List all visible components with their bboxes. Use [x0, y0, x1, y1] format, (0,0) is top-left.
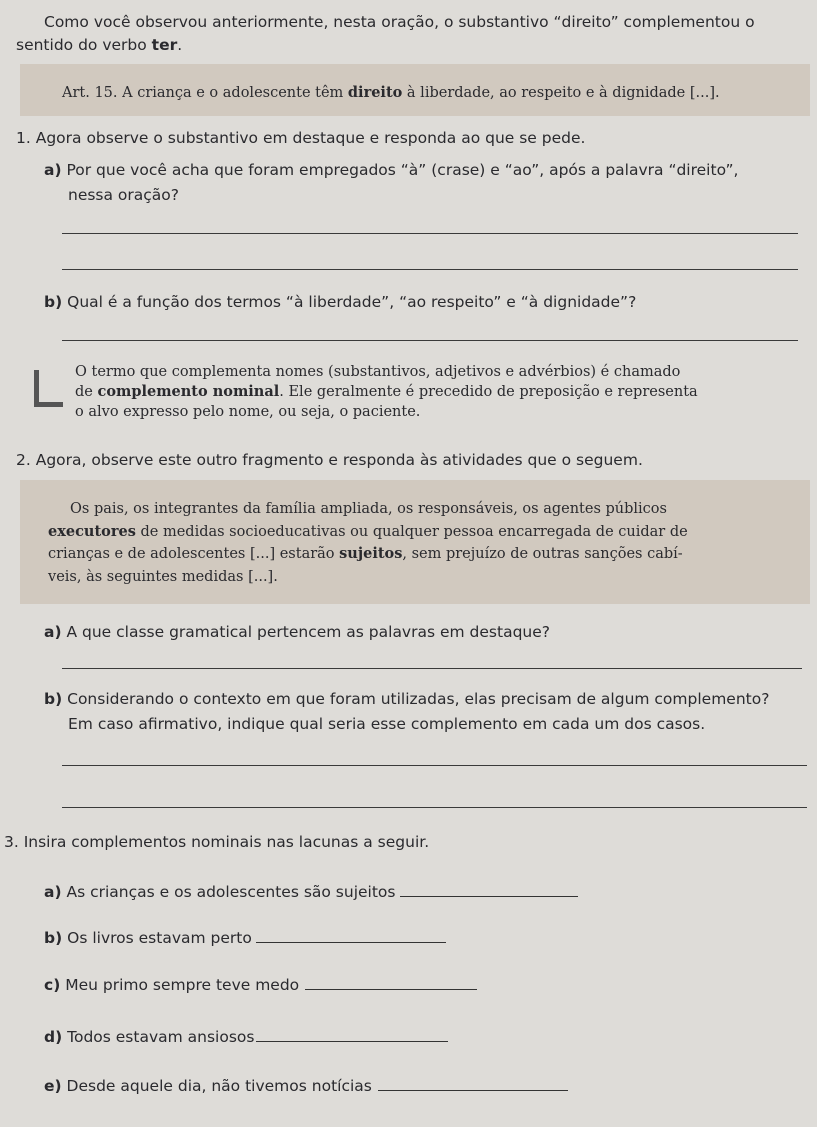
fill-item	[44, 929, 446, 947]
answer-line[interactable]	[62, 765, 807, 766]
item-letter: b)	[44, 293, 63, 311]
question-2b	[44, 690, 816, 708]
fill-item-text: Todos estavam ansiosos	[67, 1028, 255, 1046]
fill-item-text: As crianças e os adolescentes são sujeitos	[66, 883, 396, 901]
question-1b-text: Qual é a função dos termos “à liberdade”, “ao respeito” e “à dignidade”?	[67, 293, 637, 311]
answer-line[interactable]	[62, 340, 798, 341]
item-letter: b)	[44, 929, 63, 947]
answer-line[interactable]	[62, 269, 798, 270]
item-letter: a)	[44, 883, 62, 901]
question-2a-text: A que classe gramatical pertencem as palavras em destaque?	[66, 623, 550, 641]
fill-blank[interactable]	[256, 942, 446, 943]
quote-2-highlight: executores	[48, 522, 136, 540]
question-2a	[44, 623, 550, 641]
answer-line[interactable]	[62, 668, 802, 669]
item-letter: e)	[44, 1077, 62, 1095]
intro-verb: ter	[151, 36, 178, 54]
fill-item-text: Desde aquele dia, não tivemos notícias	[66, 1077, 372, 1095]
question-1b	[44, 293, 636, 311]
fill-item	[44, 883, 578, 901]
question-1a-cont: nessa oração?	[68, 186, 180, 204]
question-2-title: 2. Agora, observe este outro fragmento e responda às atividades que o seguem.	[16, 451, 643, 469]
quote-2-highlight: sujeitos	[339, 545, 403, 562]
intro-text-2: sentido do verbo ter.	[16, 36, 183, 54]
note-bracket-icon	[34, 370, 63, 407]
fill-item-text: Os livros estavam perto	[67, 929, 252, 947]
question-2b-text: Considerando o contexto em que foram utilizadas, elas precisam de algum complemento?	[67, 690, 770, 708]
fill-blank[interactable]	[378, 1090, 568, 1091]
question-2b-cont: Em caso afirmativo, indique qual seria esse complemento em cada um dos casos.	[68, 715, 706, 733]
fill-item-text: Meu primo sempre teve medo	[65, 976, 300, 994]
fill-blank[interactable]	[256, 1041, 448, 1042]
item-letter: a)	[44, 161, 62, 179]
answer-line[interactable]	[62, 233, 798, 234]
item-letter: a)	[44, 623, 62, 641]
fill-blank[interactable]	[400, 896, 578, 897]
question-1-title: 1. Agora observe o substantivo em destaque e responda ao que se pede.	[16, 129, 586, 147]
quote-2-text: Os pais, os integrantes da família ampliada, os responsáveis, os agentes públicos executores de medidas socioeducativas ou qualquer pessoa encarregada de cuidar de crianças e de adolescentes [...] estarão sujeitos, sem prejuízo de outras sanções cabí- veis, às seguintes medidas [...].	[48, 501, 688, 585]
note-text: O termo que complementa nomes (substantivos, adjetivos e advérbios) é chamado de complemento nominal. Ele geralmente é precedido de preposição e representa o alvo expresso pelo nome, ou seja, o paciente.	[75, 364, 698, 420]
intro-text	[44, 13, 814, 31]
item-letter: d)	[44, 1028, 63, 1046]
question-1a	[44, 161, 814, 179]
quote-1-text: Art. 15. A criança e o adolescente têm direito à liberdade, ao respeito e à dignidade [...].	[62, 84, 720, 101]
fill-item	[44, 1077, 568, 1095]
item-letter: c)	[44, 976, 61, 994]
fill-item	[44, 1028, 448, 1046]
intro-line-1: Como você observou anteriormente, nesta oração, o substantivo “direito” complementou o	[44, 13, 755, 31]
fill-blank[interactable]	[305, 989, 477, 990]
fill-item	[44, 976, 477, 994]
note-term: complemento nominal	[97, 383, 280, 400]
question-1a-text: Por que você acha que foram empregados “à” (crase) e “ao”, após a palavra “direito”,	[66, 161, 739, 179]
question-3-title: 3. Insira complementos nominais nas lacunas a seguir.	[4, 833, 430, 851]
answer-line[interactable]	[62, 807, 807, 808]
item-letter: b)	[44, 690, 63, 708]
quote-1-highlight: direito	[347, 84, 403, 101]
